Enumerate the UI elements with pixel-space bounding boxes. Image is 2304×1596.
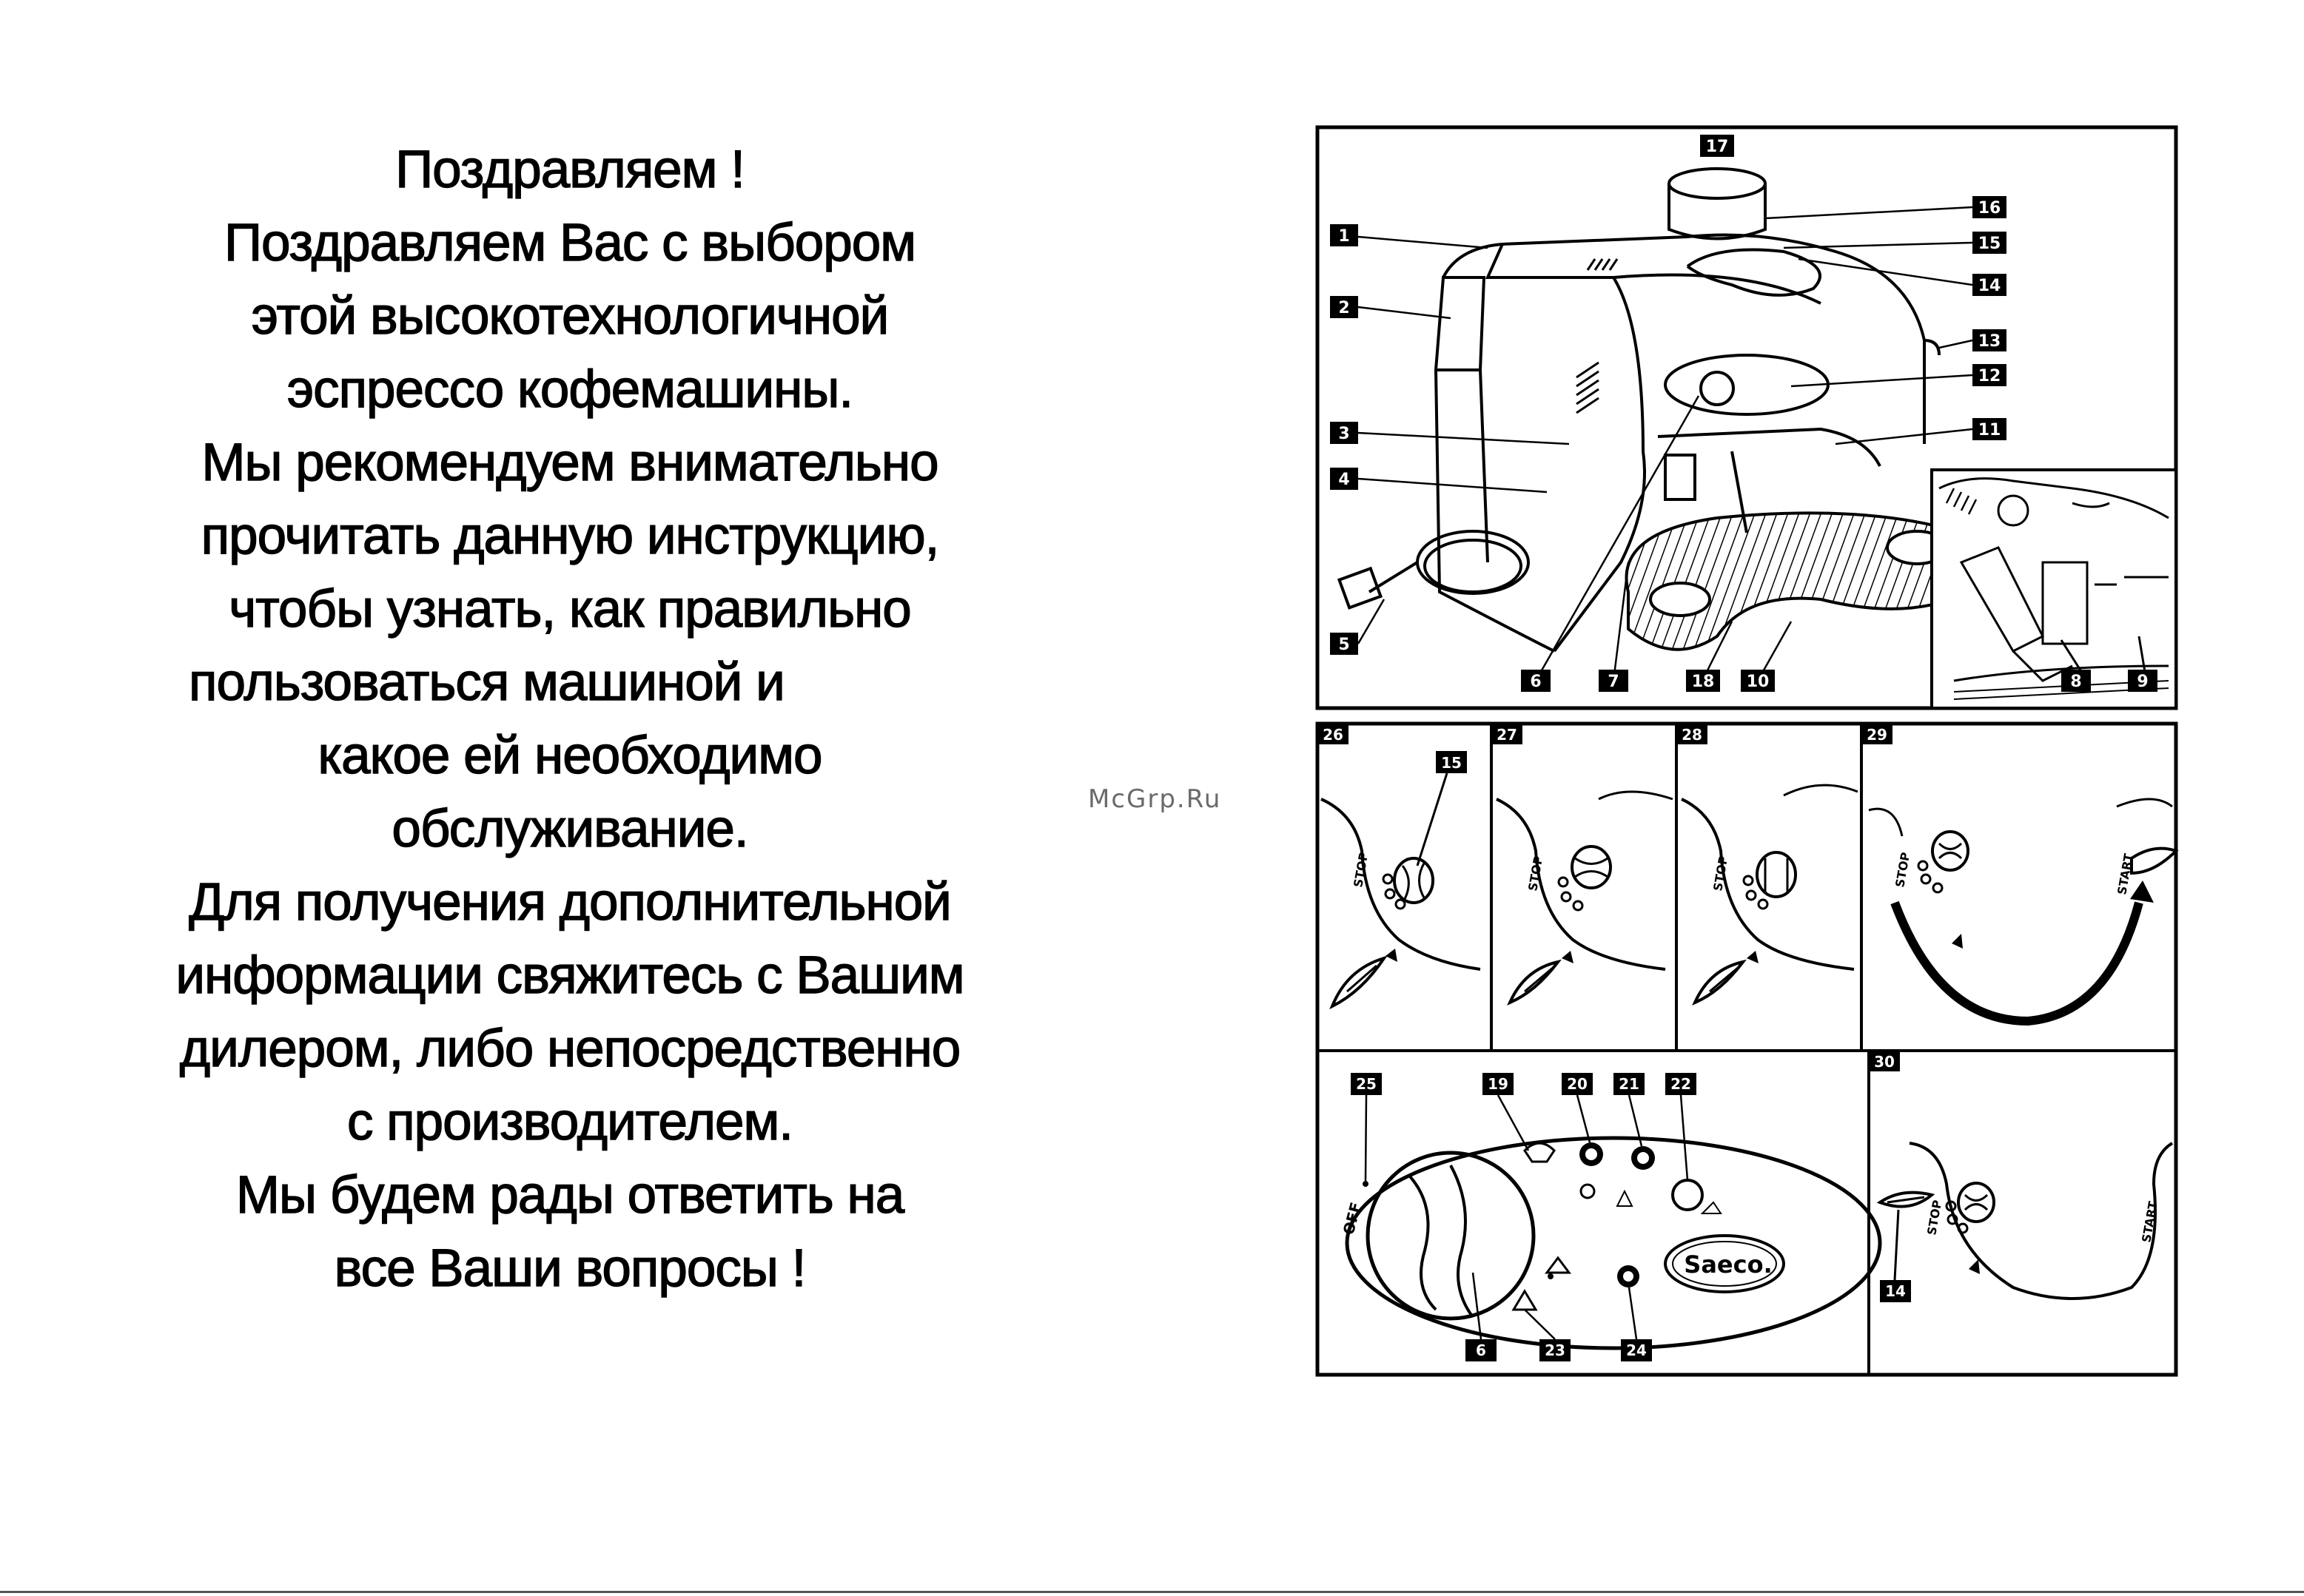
panel-28 (1676, 724, 1858, 1003)
callout-18: 18 (1691, 673, 1715, 691)
watermark: McGrp.Ru (1088, 784, 1222, 814)
intro-line: информации свяжитесь с Вашим (175, 946, 964, 1005)
panel-29-start: START (2115, 852, 2136, 896)
intro-line: пользоваться машиной и (189, 653, 785, 712)
saeco-logo: Saeco. (1684, 1250, 1773, 1279)
callout-10: 10 (1746, 673, 1770, 691)
callout-1: 1 (1338, 227, 1350, 246)
machine-drawing (1339, 169, 1989, 651)
callout-6: 6 (1530, 673, 1542, 691)
panel-27-number: 27 (1497, 726, 1517, 744)
panel-29-stop: STOP (1892, 851, 1913, 889)
intro-line: дилером, либо непосредственно (179, 1020, 961, 1078)
intro-line: прочитать данную инструкцию, (201, 507, 939, 565)
callout-22: 22 (1670, 1075, 1691, 1093)
off-label: OFF (1339, 1200, 1366, 1237)
intro-line: Поздравляем ! (395, 141, 745, 199)
intro-text (59, 133, 1081, 1305)
panel-26-callout: 15 (1441, 754, 1462, 772)
callout-7: 7 (1608, 673, 1619, 691)
callout-19: 19 (1488, 1075, 1508, 1093)
panel-30-number: 30 (1874, 1053, 1895, 1071)
panel-26-stop: STOP (1351, 851, 1371, 889)
panel-30-stop: STOP (1924, 1199, 1945, 1236)
intro-line: с производителем. (346, 1093, 793, 1151)
callout-23: 23 (1545, 1341, 1565, 1359)
callout-2: 2 (1338, 299, 1350, 317)
callout-25: 25 (1356, 1075, 1377, 1093)
intro-line: все Ваши вопросы ! (334, 1239, 806, 1298)
panel-29-number: 29 (1867, 726, 1887, 744)
panel-30-callout: 14 (1885, 1282, 1906, 1300)
panel-27 (1491, 724, 1673, 1003)
machine-diagram-svg (1303, 118, 2191, 1391)
intro-line: какое ей необходимо (318, 727, 822, 785)
callout-12: 12 (1978, 367, 2001, 385)
control-panel-diagram (1340, 1073, 1880, 1361)
callout-14: 14 (1978, 277, 2001, 295)
panel-28-stop: STOP (1710, 855, 1731, 892)
callout-17: 17 (1705, 138, 1729, 156)
callout-5: 5 (1338, 636, 1350, 654)
intro-line: Мы будем рады ответить на (235, 1166, 904, 1225)
intro-line: чтобы узнать, как правильно (229, 580, 911, 639)
intro-line: этой высокотехнологичной (251, 287, 889, 346)
intro-line: Поздравляем Вас с выбором (224, 214, 916, 272)
callout-20: 20 (1567, 1075, 1588, 1093)
panel-28-number: 28 (1682, 726, 1702, 744)
callout-16: 16 (1978, 199, 2001, 218)
callout-13: 13 (1978, 332, 2001, 351)
callout-3: 3 (1338, 425, 1350, 443)
machine-figure (1303, 118, 2191, 1395)
callout-21: 21 (1619, 1075, 1639, 1093)
panel-26 (1317, 724, 1480, 1006)
panel-30-start: START (2139, 1200, 2160, 1244)
panel-27-stop: STOP (1525, 855, 1546, 892)
intro-line: Мы рекомендуем внимательно (201, 434, 938, 492)
callout-4: 4 (1338, 471, 1350, 489)
panel-29 (1861, 724, 2176, 1021)
panel-30 (1869, 1051, 2172, 1302)
callout-8: 8 (2070, 673, 2082, 691)
intro-line: эспрессо кофемашины. (286, 360, 853, 419)
callout-11: 11 (1978, 421, 2001, 440)
intro-line: Для получения дополнительной (189, 873, 951, 932)
page-bottom-rule (0, 1591, 2304, 1593)
callout-24: 24 (1626, 1341, 1647, 1359)
callout-9: 9 (2137, 673, 2149, 691)
panel-26-number: 26 (1323, 726, 1343, 744)
callout-15: 15 (1978, 235, 2001, 253)
intro-line: обслуживание. (392, 800, 748, 858)
callout-6b: 6 (1476, 1341, 1486, 1359)
